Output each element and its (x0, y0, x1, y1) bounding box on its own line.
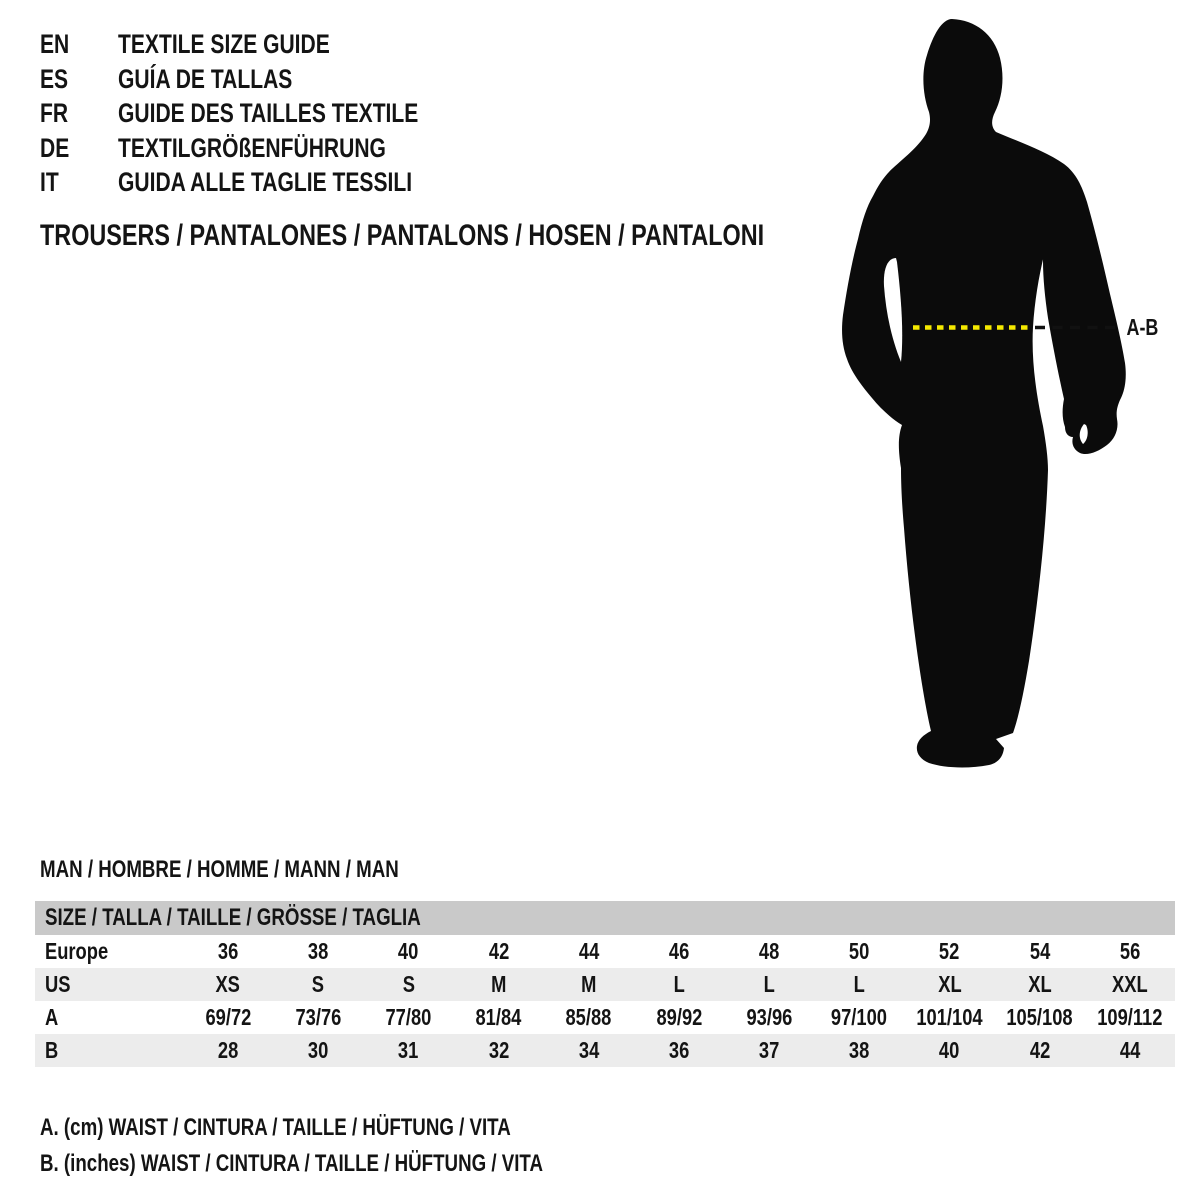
size-row-us (35, 968, 1175, 1001)
size-cell: 50 (849, 938, 870, 964)
language-code: EN (40, 29, 70, 59)
size-cell: 52 (939, 938, 960, 964)
size-cell: 28 (217, 1037, 239, 1063)
size-cell: 44 (1119, 1037, 1141, 1063)
size-cell: 101/104 (916, 1004, 983, 1030)
category-title (40, 219, 968, 253)
size-cell: 73/76 (295, 1004, 342, 1030)
size-cell: S (312, 971, 325, 997)
footnotes (40, 1110, 685, 1181)
language-title: TEXTILGRÖßENFÜHRUNG (118, 132, 386, 163)
size-cell: 69/72 (205, 1004, 252, 1030)
language-row (40, 62, 503, 97)
size-cell: 81/84 (475, 1004, 522, 1030)
size-cell: 30 (308, 1037, 329, 1063)
size-cell: 34 (578, 1037, 599, 1063)
size-cell: 77/80 (385, 1004, 432, 1030)
size-cell: M (490, 971, 507, 997)
size-cell: 105/108 (1006, 1004, 1073, 1030)
size-cell: 37 (758, 1037, 780, 1063)
size-cell: 44 (578, 938, 599, 964)
size-cell: 42 (1029, 1037, 1050, 1063)
size-cell: 36 (668, 1037, 690, 1063)
language-code: DE (40, 132, 70, 163)
size-cell: 89/92 (656, 1004, 702, 1030)
size-cell: 42 (488, 938, 509, 964)
size-table-header (35, 901, 1175, 935)
language-row (40, 27, 503, 62)
section-heading-text: MAN / HOMBRE / HOMME / MANN / MAN (40, 856, 399, 883)
size-cell: 48 (758, 938, 780, 964)
size-cell: 38 (849, 1037, 870, 1063)
language-title: TEXTILE SIZE GUIDE (118, 29, 330, 59)
size-cell: 40 (398, 938, 419, 964)
size-row-b-inches (35, 1034, 1175, 1067)
size-cell: 36 (217, 938, 239, 964)
size-row-a-cm (35, 1001, 1175, 1034)
man-silhouette-figure (840, 15, 1160, 777)
size-cell: XL (1028, 971, 1052, 997)
row-label: Europe (45, 938, 109, 964)
size-table (35, 901, 1175, 1067)
size-cell: 54 (1029, 938, 1050, 964)
section-heading-man (40, 857, 500, 883)
size-cell: M (581, 971, 597, 997)
language-code: FR (40, 98, 69, 129)
size-cell: 109/112 (1097, 1004, 1163, 1030)
size-cell: 31 (398, 1037, 419, 1063)
language-title: GUIDE DES TAILLES TEXTILE (118, 98, 419, 129)
size-cell: 97/100 (831, 1004, 888, 1030)
footnote-a-text: A. (cm) WAIST / CINTURA / TAILLE / HÜFTUNG / VITA (40, 1114, 511, 1141)
size-cell: 32 (488, 1037, 509, 1063)
language-row (40, 165, 503, 200)
size-row-europe (35, 935, 1175, 968)
language-code: IT (40, 167, 59, 198)
footnote-b (40, 1146, 685, 1182)
man-silhouette (842, 19, 1126, 767)
size-cell: L (853, 971, 865, 997)
language-row (40, 131, 503, 166)
size-cell: 46 (668, 938, 690, 964)
row-label: US (45, 971, 71, 997)
size-cell: 38 (308, 938, 329, 964)
language-title: GUÍA DE TALLAS (118, 63, 293, 94)
size-cell: XXL (1112, 971, 1148, 997)
size-cell: 40 (939, 1037, 960, 1063)
footnote-a (40, 1110, 685, 1146)
size-cell: XL (937, 971, 962, 997)
size-cell: 93/96 (746, 1004, 793, 1030)
size-cell: L (673, 971, 685, 997)
size-cell: L (763, 971, 775, 997)
measure-label (1122, 315, 1163, 339)
language-list (40, 27, 503, 200)
size-table-header-text: SIZE / TALLA / TAILLE / GRÖSSE / TAGLIA (45, 904, 421, 931)
size-cell: 56 (1119, 938, 1141, 964)
footnote-b-text: B. (inches) WAIST / CINTURA / TAILLE / HÜFTUNG / VITA (40, 1149, 544, 1177)
category-title-text: TROUSERS / PANTALONES / PANTALONS / HOSEN / PANTALONI (40, 219, 765, 252)
row-label: A (45, 1004, 59, 1030)
language-code: ES (40, 63, 69, 94)
size-cell: S (402, 971, 415, 997)
measure-label-text: A-B (1126, 314, 1159, 340)
size-cell: 85/88 (565, 1004, 612, 1030)
language-title: GUIDA ALLE TAGLIE TESSILI (118, 167, 413, 198)
language-row (40, 96, 503, 131)
size-cell: XS (215, 971, 241, 997)
row-label: B (45, 1037, 59, 1063)
